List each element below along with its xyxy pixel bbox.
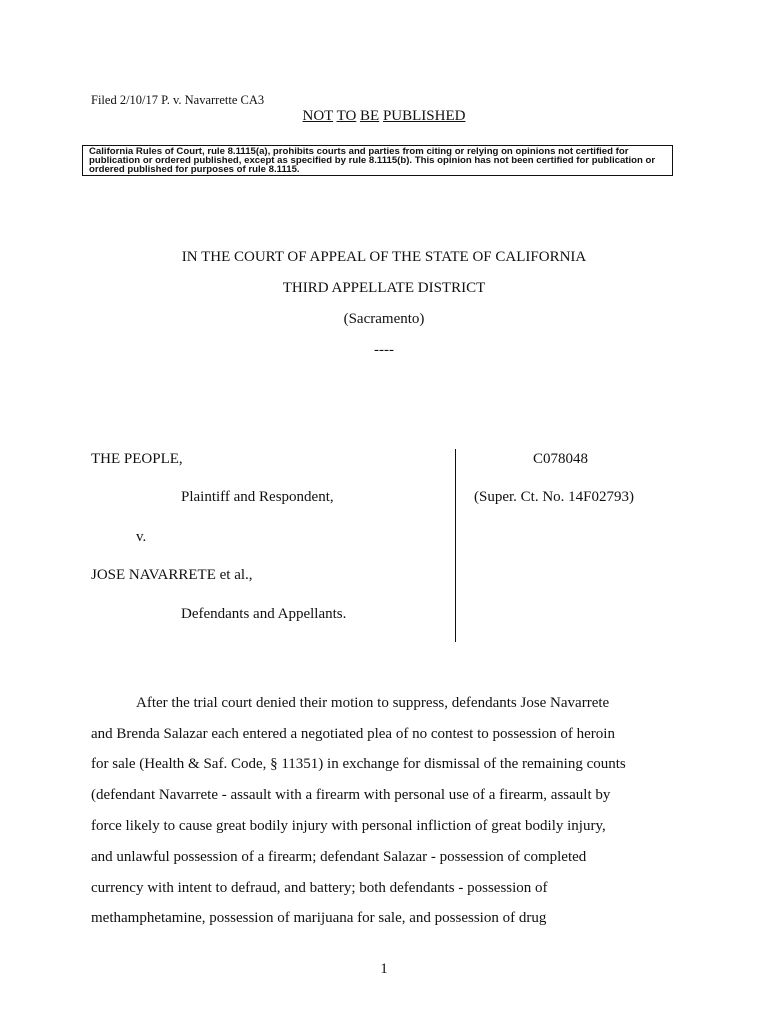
body-line: After the trial court denied their motion to suppress, defendants Jose Navarrete	[136, 695, 610, 711]
superior-court-number: (Super. Ct. No. 14F02793)	[474, 489, 635, 505]
body-line: currency with intent to defraud, and battery; both defendants - possession of	[91, 880, 548, 896]
ntbp-word: TO	[336, 108, 357, 124]
body-line: (defendant Navarrete - assault with a firearm with personal use of a firearm, assault by	[91, 787, 611, 803]
versus: v.	[136, 529, 147, 545]
separator: ----	[374, 342, 394, 358]
page-number: 1	[380, 961, 388, 977]
court-location: (Sacramento)	[343, 311, 425, 327]
rule-notice-box: California Rules of Court, rule 8.1115(a), prohibits courts and parties from citing or relying on opinions not certified for publication or ordered published, except as specified by rule 8.1115(b). This opinion has not been certified for publication or ordered published for purposes of rule 8.1115.	[82, 145, 673, 176]
case-number: C078048	[533, 451, 589, 467]
body-line: methamphetamine, possession of marijuana for sale, and possession of drug	[91, 910, 547, 926]
body-line: for sale (Health & Saf. Code, § 11351) in exchange for dismissal of the remaining counts	[91, 756, 626, 772]
caption-divider	[455, 449, 456, 642]
plaintiff-role: Plaintiff and Respondent,	[181, 489, 334, 505]
defendant-role: Defendants and Appellants.	[181, 606, 347, 622]
ntbp-word: NOT	[302, 108, 334, 124]
body-line: and Brenda Salazar each entered a negotiated plea of no contest to possession of heroin	[91, 726, 615, 742]
court-district: THIRD APPELLATE DISTRICT	[282, 280, 486, 296]
filed-header: Filed 2/10/17 P. v. Navarrette CA3	[91, 93, 265, 107]
plaintiff-name: THE PEOPLE,	[91, 451, 183, 467]
ntbp-word: BE	[360, 108, 380, 124]
body-line: and unlawful possession of a firearm; defendant Salazar - possession of completed	[91, 849, 587, 865]
court-name: IN THE COURT OF APPEAL OF THE STATE OF CALIFORNIA	[181, 249, 587, 265]
ntbp-word: PUBLISHED	[382, 108, 466, 124]
defendant-name: JOSE NAVARRETE et al.,	[91, 567, 253, 583]
not-to-be-published-heading	[0, 108, 768, 125]
body-line: force likely to cause great bodily injury with personal infliction of great bodily injury,	[91, 818, 606, 834]
